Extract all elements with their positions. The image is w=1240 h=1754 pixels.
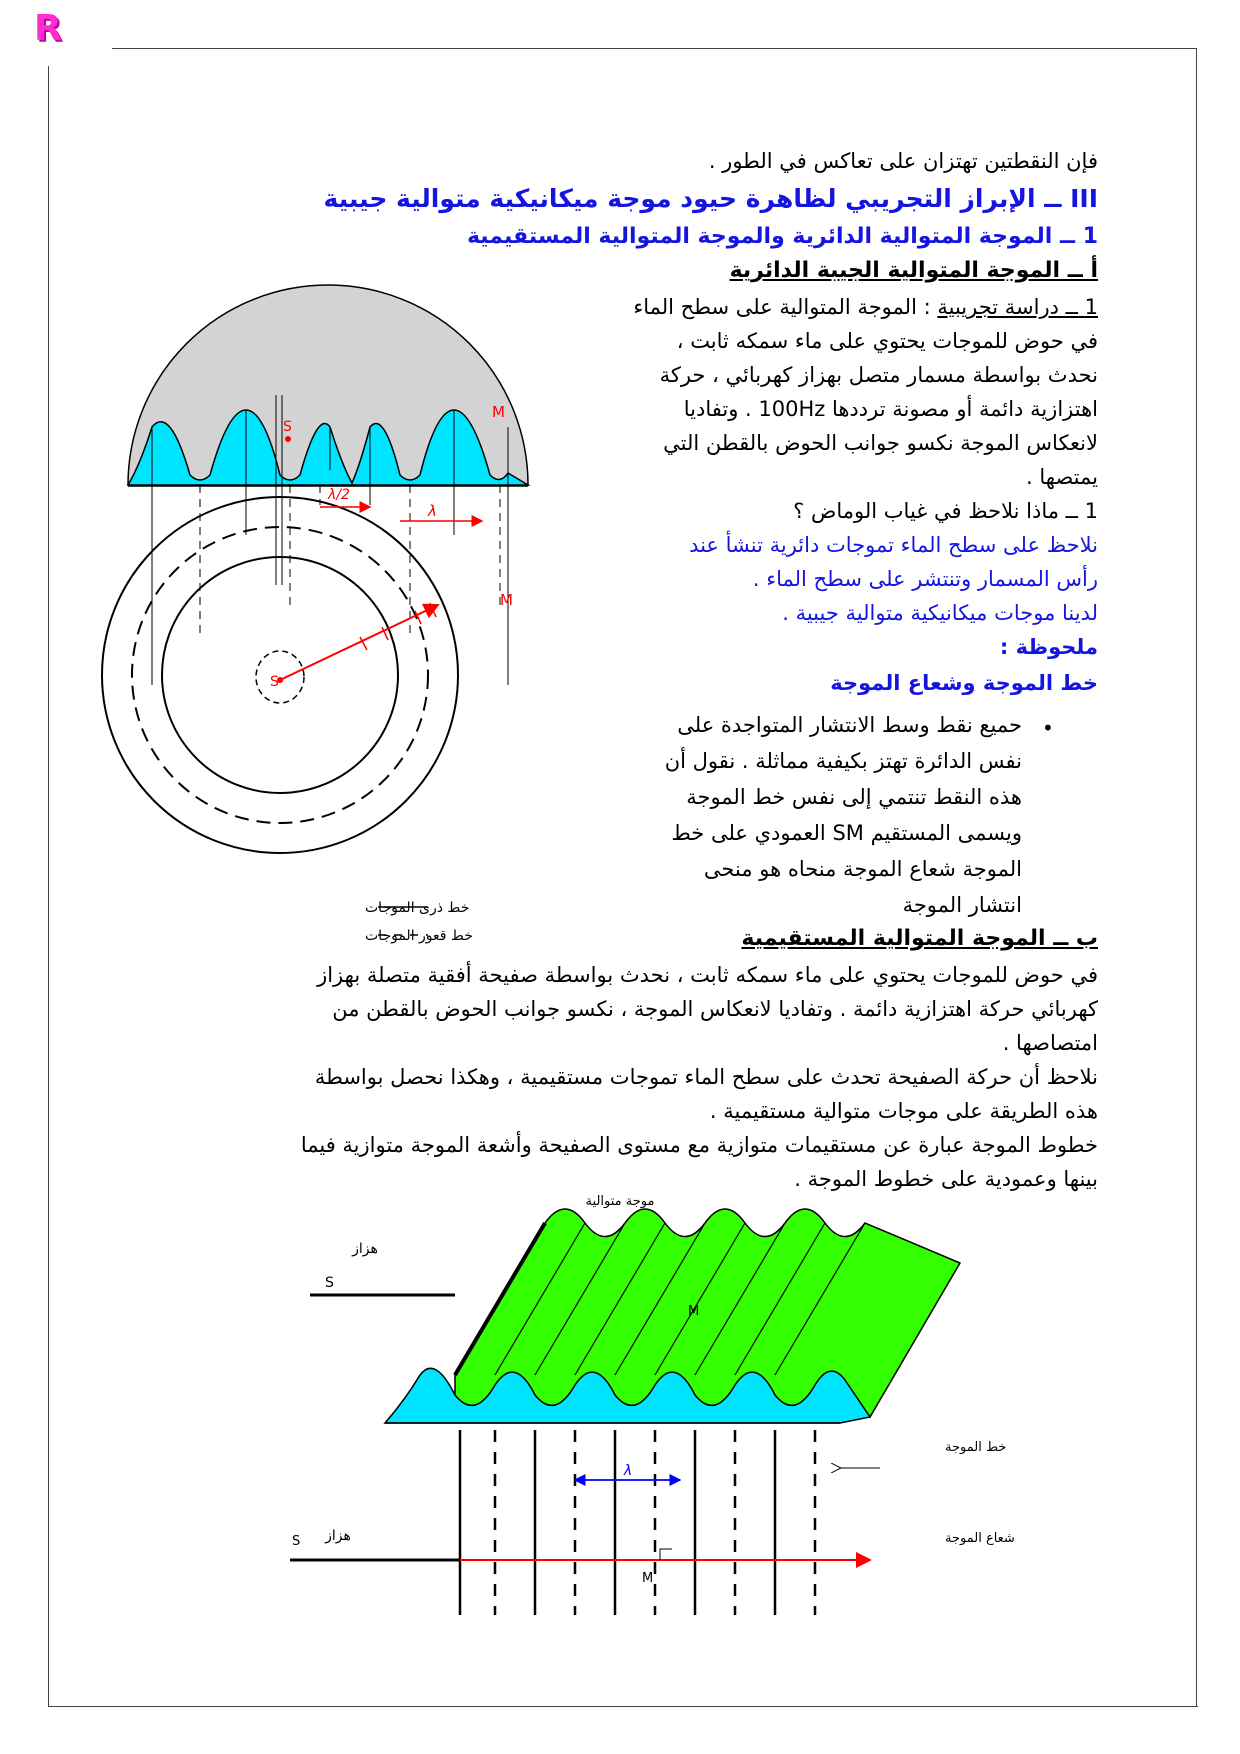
heading-circular-wave: أ ــ الموجة المتوالية الجيبة الدائرية (729, 258, 1098, 283)
wave-line-label: خط الموجة (945, 1440, 1007, 1455)
frame-right-border (1196, 48, 1197, 1706)
paragraph-line: خطوط الموجة عبارة عن مستقيمات متوازية مع مستوى الصفيحة وأشعة الموجة متوازية فيما (300, 1133, 1098, 1157)
paragraph-line: يمتصها . (1026, 465, 1098, 489)
subsection-heading-1: 1 ــ الموجة المتوالية الدائرية والموجة المتوالية المستقيمية (466, 224, 1098, 249)
trough-circle (132, 527, 428, 823)
label-lambda: λ (428, 502, 437, 520)
legend-crest-line: خط ذرى الموجات (365, 900, 470, 916)
frame-left-border (48, 66, 49, 1706)
crest-circle (102, 497, 458, 853)
heading-straight-wave: ب ــ الموجة المتوالية المستقيمية (741, 926, 1098, 951)
bullet-line: حميع نقط وسط الانتشار المتواجدة على (677, 713, 1022, 737)
label-S-top: S (283, 419, 292, 435)
wave-ray-arrow (280, 605, 438, 680)
vibrator-label-bottom: هزاز (325, 1528, 351, 1544)
label-lambda-half: λ/2 (328, 487, 350, 503)
frame-bottom-border (48, 1706, 1198, 1707)
bullet-line: ويسمى المستقيم SM العمودي على خط (671, 821, 1022, 845)
note-heading: ملحوظة : (999, 635, 1098, 659)
paragraph-line: هذه الطريقة على موجات متوالية مستقيمية . (709, 1099, 1098, 1123)
source-label-bottom: S (292, 1534, 301, 1549)
answer-line: لدينا موجات ميكانيكية متوالية جيبية . (782, 601, 1098, 625)
bullet-line: انتشار الموجة (902, 893, 1022, 917)
legend-trough-line: خط قعور الموجات (365, 928, 473, 944)
top-label: موجة متوالية (585, 1194, 655, 1209)
answer-line: رأس المسمار وتنتشر على سطح الماء . (752, 567, 1098, 591)
intro-line: فإن النقطتين تهتزان على تعاكس في الطور . (708, 149, 1098, 173)
paragraph-line: امتصاصها . (1002, 1031, 1098, 1055)
paragraph-line: في حوض للموجات يحتوي على ماء سمكه ثابت ، نحدث بواسطة صفيحة أفقية متصلة بهزاز (317, 963, 1098, 987)
bullet-line: هذه النقط تنتمي إلى نفس خط الموجة (686, 785, 1022, 809)
paragraph-line: كهربائي حركة اهتزازية دائمة . وتفاديا لانعكاس الموجة ، نكسو جوانب الحوض بالقطن من (332, 997, 1098, 1021)
label-M-top: M (492, 403, 505, 421)
lambda-label: λ (623, 1463, 633, 1479)
bullet-marker: • (1042, 716, 1054, 740)
answer-line: نلاحظ على سطح الماء تموجات دائرية تنشأ عند (689, 533, 1098, 557)
paragraph-line: لانعكاس الموجة نكسو جوانب الحوض بالقطن التي (663, 431, 1098, 455)
point-label-M-bottom: M (642, 1571, 654, 1586)
circular-wave-figure (120, 355, 540, 945)
vibrator-label-top: هزاز (352, 1241, 378, 1257)
crest-circle (162, 557, 398, 793)
label-S: S (270, 674, 279, 690)
section-heading-III: III ــ الإبراز التجريبي لظاهرة حيود موجة ميكانيكية متوالية جيبية (323, 184, 1098, 213)
question-line: 1 ــ ماذا نلاحظ في غياب الوماض ؟ (793, 499, 1098, 523)
straight-wave-figure (280, 1194, 1015, 1635)
paragraph-line: بينها وعمودية على خطوط الموجة . (794, 1167, 1098, 1191)
experiment-label: 1 ــ دراسة تجريبية (937, 295, 1098, 319)
frame-top-border (112, 48, 1196, 49)
wave-line-heading: خط الموجة وشعاع الموجة (830, 671, 1098, 695)
paragraph-line: اهتزازية دائمة أو مصونة ترددها 100Hz . وتفاديا (683, 397, 1098, 421)
experiment-line (633, 292, 1098, 322)
paragraph-line: نحدث بواسطة مسمار متصل بهزاز كهربائي ، حركة (659, 363, 1098, 387)
bullet-line: نفس الدائرة تهتز بكيفية مماثلة . نقول أن (664, 749, 1022, 773)
wave-ray-label: شعاع الموجة (945, 1531, 1015, 1546)
paragraph-line: في حوض للموجات يحتوي على ماء سمكه ثابت ، (676, 329, 1098, 353)
source-label-top: S (325, 1275, 334, 1291)
experiment-label-rest: : الموجة المتوالية على سطح الماء (633, 295, 938, 319)
bullet-line: الموجة شعاع الموجة منحاه هو منحى (703, 857, 1022, 881)
point-label-M-top: M (688, 1304, 700, 1319)
label-M: M (500, 591, 513, 609)
paragraph-line: نلاحظ أن حركة الصفيحة تحدث على سطح الماء تموجات مستقيمية ، وهكذا نحصل بواسطة (314, 1065, 1098, 1089)
logo: R (34, 8, 62, 49)
wave-surface-green (455, 1209, 960, 1417)
